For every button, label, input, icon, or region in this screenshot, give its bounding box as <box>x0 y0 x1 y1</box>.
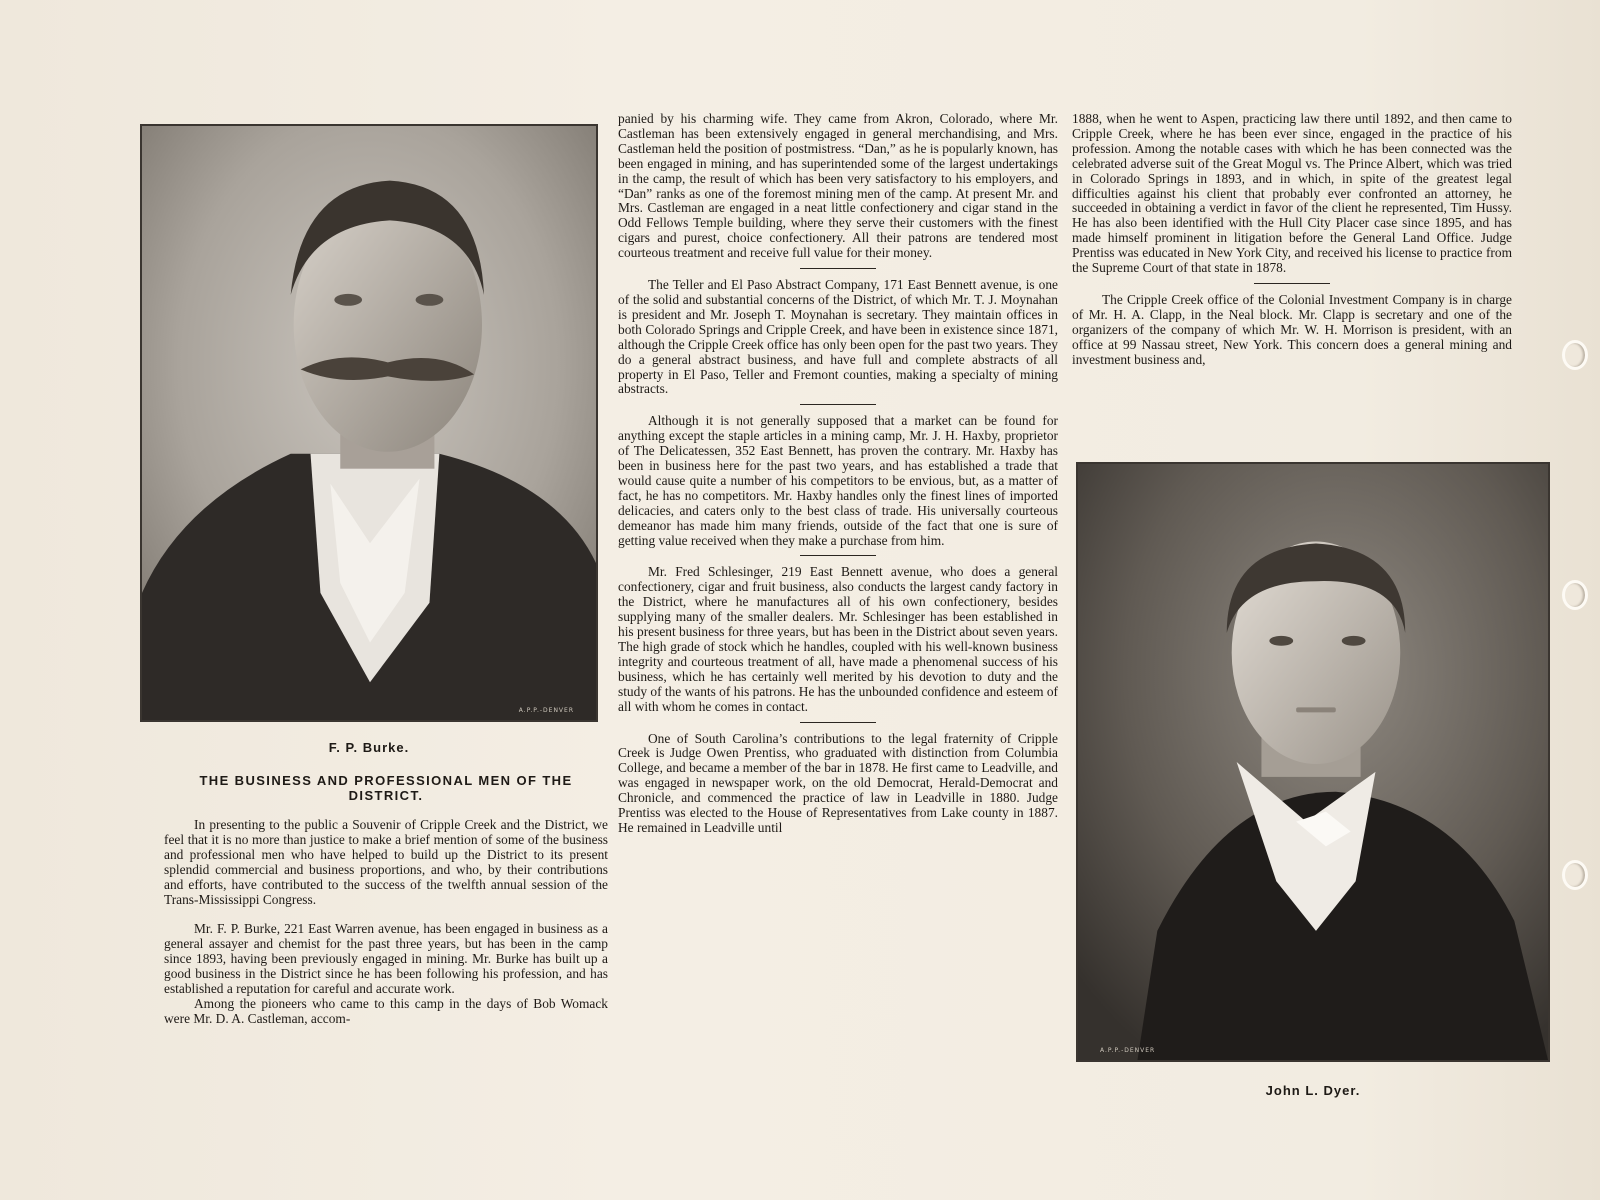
article-headline: THE BUSINESS AND PROFESSIONAL MEN OF THE DISTRICT. <box>199 773 573 803</box>
binder-hole <box>1562 580 1588 610</box>
paragraph: One of South Carolina’s contributions to the legal fraternity of Cripple Creek is Judge Owen Prentiss, who graduated with distinction from Columbia College, and became a member of the bar in 1878. He first came to Leadville, and was engaged in newspaper work, on the old Democrat, Herald-Democrat and Chronicle, and commenced the practice of law in Leadville in 1880. Judge Prentiss was elected to the House of Representatives from Lake county in 1887. He remained in Leadville until <box>618 730 1058 835</box>
photo-credit: A.P.P.-DENVER <box>1100 1047 1156 1054</box>
text-column-1 <box>164 818 608 1027</box>
portrait-image-f-p-burke <box>142 126 596 720</box>
paragraph: Among the pioneers who came to this camp in the days of Bob Womack were Mr. D. A. Castleman, accom- <box>164 995 608 1026</box>
section-divider <box>800 722 876 723</box>
paragraph: In presenting to the public a Souvenir of Cripple Creek and the District, we feel that it is no more than justice to make a brief mention of some of the business and professional men who have helped to build up the District to its present splendid commercial and business proportions, and who, by their contributions and efforts, have contributed to the success of the twelfth annual session of the Trans-Mississippi Congress. <box>164 817 608 907</box>
section-divider <box>800 404 876 405</box>
paragraph: panied by his charming wife. They came from Akron, Colorado, where Mr. Castleman has been extensively engaged in general merchandising, and Mrs. Castleman held the position of postmistress. “Dan,” as he is popularly known, has been engaged in mining, and has superintended some of the largest undertakings in the camp, the result of which has been very satisfactory to his employers, and “Dan” ranks as one of the foremost mining men of the camp. At present Mr. and Mrs. Castleman are engaged in a neat little confectionery and cigar stand in the Odd Fellows Temple building, where they serve their customers with the finest cigars and purest, choice confectionery. All their patrons are tendered most courteous treatment and receive full value for their money. <box>618 111 1058 261</box>
text-column-2 <box>618 112 1058 836</box>
section-divider <box>800 268 876 269</box>
photo-credit: A.P.P.-DENVER <box>518 707 574 714</box>
portrait-photo-right <box>1076 462 1550 1062</box>
binder-hole <box>1562 340 1588 370</box>
section-divider <box>800 555 876 556</box>
paragraph: Mr. Fred Schlesinger, 219 East Bennett avenue, who does a general confectionery, cigar and fruit business, also conducts the largest candy factory in the District, where he manufactures all of his own confectionery, besides supplying many of the smaller dealers. Mr. Schlesinger has been established in his present business for three years, but has been in the District about seven years. The high grade of stock which he handles, coupled with his well-known business integrity and courteous treatment of all, have made a phenomenal success of his business, which he has certainly well merited by his devotion to duty and the study of the wants of his patrons. He has the unbounded confidence and esteem of all with whom he comes in contact. <box>618 564 1058 714</box>
portrait-photo-left <box>140 124 598 722</box>
text-column-3 <box>1072 112 1512 368</box>
binder-hole <box>1562 860 1588 890</box>
paragraph: 1888, when he went to Aspen, practicing law there until 1892, and then came to Cripple Creek, where he has been ever since, engaged in the practice of his profession. Among the notable cases with which he has been connected was the celebrated adverse suit of the Great Mogul vs. The Prince Albert, which was tried in Colorado Springs in 1893, and in which, in spite of the greatest legal difficulties against his client that probably ever confronted an attorney, he succeeded in obtaining a verdict in favor of the client he represented, Tim Hussy. He has also been identified with the Hull City Placer case since 1895, and has made himself prominent in litigation before the General Land Office. Judge Prentiss was educated in New York City, and received his license to practice from the Supreme Court of that state in 1878. <box>1072 111 1512 276</box>
paragraph: The Cripple Creek office of the Colonial Investment Company is in charge of Mr. H. A. Clapp, in the Neal block. Mr. Clapp is secretary and one of the organizers of the company of which Mr. W. H. Morrison is president, with an office at 99 Nassau street, New York. This concern does a general mining and investment business and, <box>1072 291 1512 367</box>
paragraph: Although it is not generally supposed that a market can be found for anything except the staple articles in a mining camp, Mr. J. H. Haxby, proprietor of The Delicatessen, 352 East Bennett, has proven the contrary. Mr. Haxby has been in business here for the past two years, and has established a trade that would cause quite a number of his competitors to be envious, but, as a matter of fact, he has no competitors. Mr. Haxby handles only the finest lines of imported delicacies, and caters only to the best class of trade. His universally courteous demeanor has made him many friends, outside of the fact that one is sure of getting value received when they make a purchase from him. <box>618 413 1058 548</box>
paragraph: Mr. F. P. Burke, 221 East Warren avenue, has been engaged in business as a general assayer and chemist for the past three years, but has been in the camp since 1893, having been previously engaged in mining. Mr. Burke has built up a good business in the District since he has been following his profession, and has established a reputation for careful and accurate work. <box>164 921 608 997</box>
portrait-caption-right: John L. Dyer. <box>1265 1083 1361 1098</box>
portrait-image-john-l-dyer <box>1078 464 1548 1060</box>
section-divider <box>1254 283 1330 284</box>
portrait-caption-left: F. P. Burke. <box>328 740 410 755</box>
paragraph: The Teller and El Paso Abstract Company, 171 East Bennett avenue, is one of the solid and substantial concerns of the District, of which Mr. T. J. Moynahan is president and Mr. Joseph T. Moynahan is secretary. They maintain offices in both Colorado Springs and Cripple Creek, and have been in existence since 1871, although the Cripple Creek office has only been open for the past two years. They do a general abstract business, and have full and complete abstracts of all property in El Paso, Teller and Fremont counties, making a specialty of mining abstracts. <box>618 277 1058 397</box>
